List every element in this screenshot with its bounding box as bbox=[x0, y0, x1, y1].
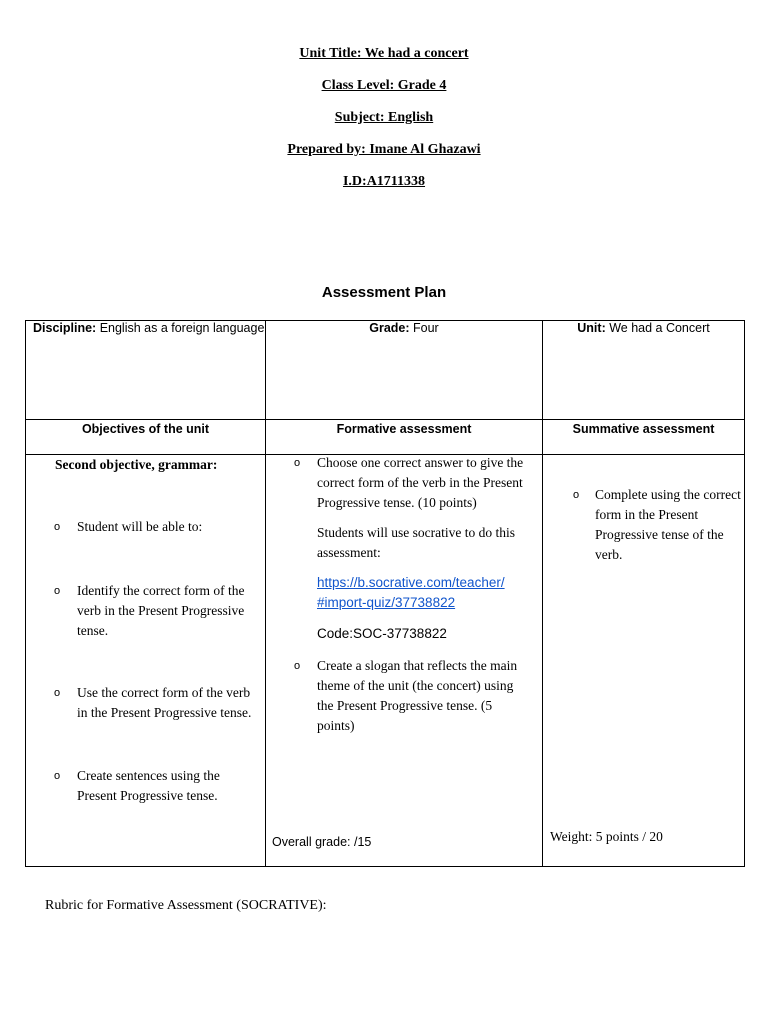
bullet-icon: o bbox=[54, 770, 61, 782]
header-summative: Summative assessment bbox=[543, 420, 745, 455]
objectives-cell: Second objective, grammar: o Student will be able to: o Identify the correct form of the verb in the Present Progressive tense. o Use the correct form of the verb in the Present Progressive tense. o Create sentences using the Present Progressive tense. bbox=[26, 455, 266, 867]
grade-cell bbox=[266, 321, 543, 420]
header-objectives: Objectives of the unit bbox=[26, 420, 266, 455]
socrative-link-line1[interactable]: https://b.socrative.com/teacher/ bbox=[317, 575, 505, 590]
class-level: Class Level: Grade 4 bbox=[321, 78, 447, 93]
bullet-icon: o bbox=[294, 457, 301, 469]
socrative-link[interactable] bbox=[317, 573, 537, 613]
summative-cell: o Complete using the correct form in the Present Progressive tense of the verb. Weight: 5 points / 20 bbox=[543, 455, 745, 867]
socrative-note: Students will use socrative to do this assessment: bbox=[317, 525, 515, 560]
formative-cell: o Choose one correct answer to give the correct form of the verb in the Present Progressive tense. (10 points) Students will use socrative to do this assessment: https://b.socrative.com/teacher/ #import-quiz/37738822 Code:SOC-37738822 o Create a slogan that reflects the main theme of the unit (the concert) using the Present Progressive tense. (5 points) Overall grade: /15 bbox=[266, 455, 543, 867]
objectives-heading: Second objective, grammar: bbox=[55, 457, 218, 472]
bullet-icon: o bbox=[294, 660, 301, 672]
unit-value: We had a Concert bbox=[605, 321, 710, 335]
unit-cell bbox=[543, 321, 745, 420]
bullet-icon: o bbox=[54, 585, 61, 597]
unit-title: Unit Title: We had a concert bbox=[299, 46, 469, 61]
assessment-plan-title: Assessment Plan bbox=[321, 284, 447, 301]
socrative-code: Code:SOC-37738822 bbox=[317, 626, 447, 641]
student-id: I.D:A1711338 bbox=[342, 174, 426, 189]
bullet-icon: o bbox=[573, 489, 580, 501]
unit-label: Unit: bbox=[577, 321, 606, 335]
discipline-cell bbox=[26, 321, 266, 420]
assessment-plan-table bbox=[25, 320, 745, 867]
grade-value: Four bbox=[409, 321, 439, 335]
discipline-value: English as a foreign language bbox=[96, 321, 265, 335]
subject: Subject: English bbox=[334, 110, 434, 125]
bullet-icon: o bbox=[54, 687, 61, 699]
header-formative: Formative assessment bbox=[266, 420, 543, 455]
weight: Weight: 5 points / 20 bbox=[550, 829, 663, 844]
overall-grade: Overall grade: /15 bbox=[272, 835, 372, 849]
grade-label: Grade: bbox=[369, 321, 410, 335]
bullet-icon: o bbox=[54, 521, 61, 533]
prepared-by: Prepared by: Imane Al Ghazawi bbox=[287, 142, 481, 157]
discipline-label: Discipline: bbox=[33, 321, 97, 335]
rubric-title: Rubric for Formative Assessment (SOCRATIVE): bbox=[45, 898, 327, 913]
socrative-link-line2[interactable]: #import-quiz/37738822 bbox=[317, 595, 456, 610]
